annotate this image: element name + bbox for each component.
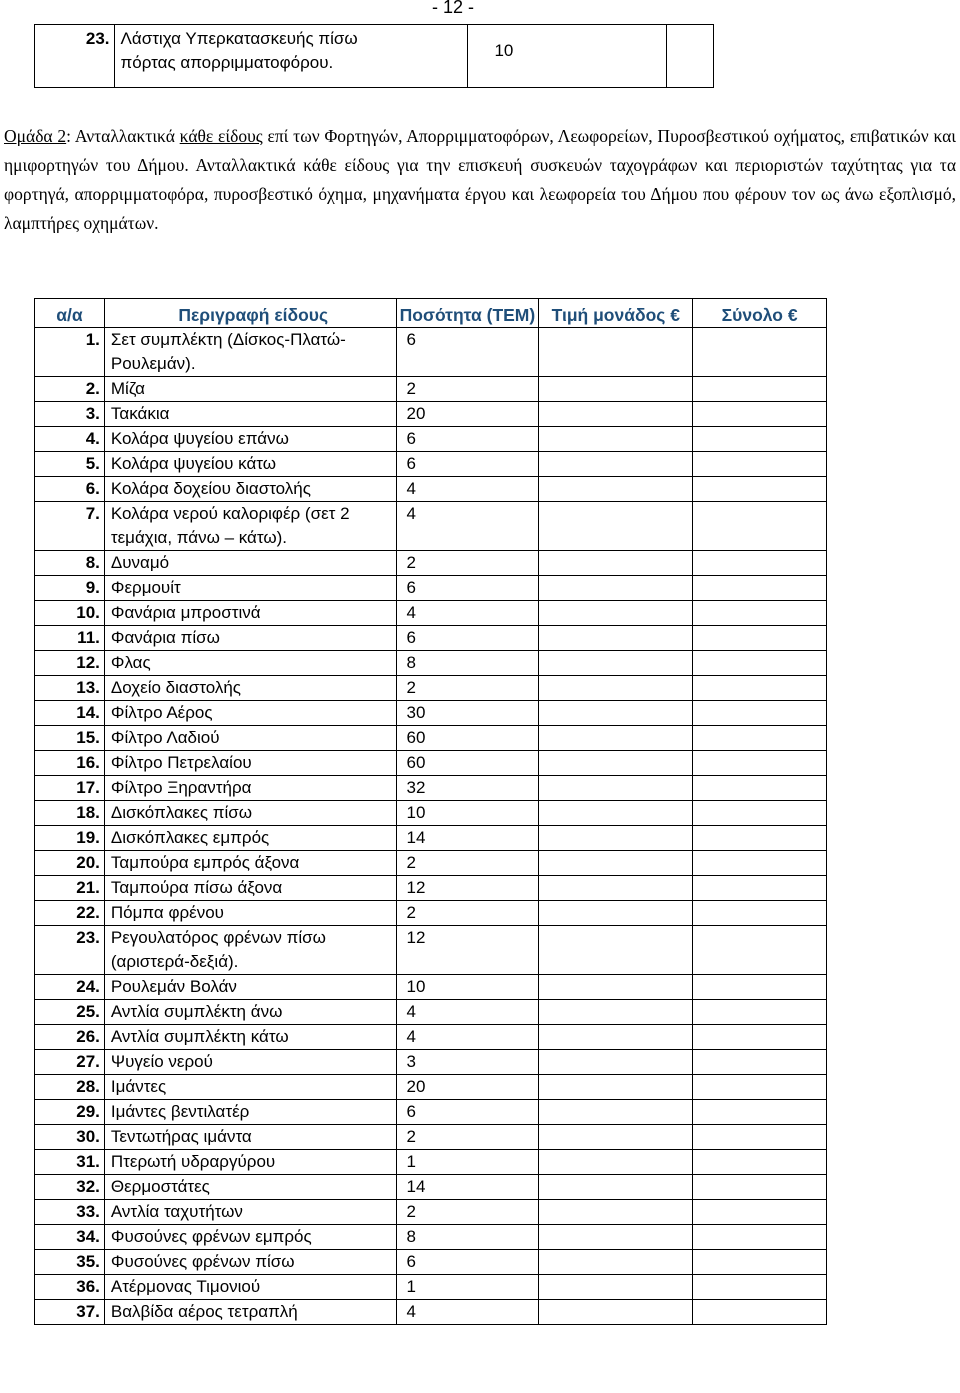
table-row xyxy=(35,601,827,626)
item-description: Φανάρια πίσω xyxy=(104,626,396,651)
item-description: Θερμοστάτες xyxy=(104,1175,396,1200)
item-unit-price xyxy=(539,601,693,626)
header-quantity: Ποσότητα (ΤΕΜ) xyxy=(396,299,539,328)
table-row xyxy=(35,1100,827,1125)
item-total xyxy=(693,626,827,651)
group-colon: : xyxy=(66,126,72,146)
item-unit-price xyxy=(539,328,693,377)
table-row xyxy=(35,876,827,901)
table-row xyxy=(35,851,827,876)
item-description: Τεντωτήρας ιμάντα xyxy=(104,1125,396,1150)
table-row xyxy=(35,25,714,88)
item-unit-price xyxy=(539,1125,693,1150)
table-row xyxy=(35,477,827,502)
item-description: Αντλία συμπλέκτη κάτω xyxy=(104,1025,396,1050)
item-total xyxy=(693,1300,827,1325)
table-row xyxy=(35,1025,827,1050)
item-quantity: 2 xyxy=(396,551,539,576)
item-total xyxy=(693,776,827,801)
group-title: Ομάδα 2 xyxy=(4,126,67,146)
table-row xyxy=(35,826,827,851)
item-description: Αντλία συμπλέκτη άνω xyxy=(104,1000,396,1025)
item-total xyxy=(693,701,827,726)
item-quantity: 12 xyxy=(396,926,539,975)
item-total xyxy=(693,1125,827,1150)
item-number: 26. xyxy=(35,1025,105,1050)
item-unit-price xyxy=(539,452,693,477)
item-description: Φανάρια μπροστινά xyxy=(104,601,396,626)
item-number: 23. xyxy=(35,926,105,975)
item-total xyxy=(693,676,827,701)
item-unit-price xyxy=(539,926,693,975)
item-total xyxy=(693,1150,827,1175)
item-description: Πτερωτή υδραργύρου xyxy=(104,1150,396,1175)
item-quantity: 6 xyxy=(396,328,539,377)
item-number: 9. xyxy=(35,576,105,601)
item-quantity: 32 xyxy=(396,776,539,801)
page-number: - 12 - xyxy=(432,0,475,17)
item-total xyxy=(693,926,827,975)
item-total xyxy=(693,477,827,502)
item-number: 12. xyxy=(35,651,105,676)
item-unit-price xyxy=(539,427,693,452)
previous-items-table xyxy=(34,24,714,88)
item-unit-price xyxy=(539,651,693,676)
table-row xyxy=(35,576,827,601)
item-quantity: 10 xyxy=(396,975,539,1000)
item-quantity: 60 xyxy=(396,751,539,776)
item-total xyxy=(693,452,827,477)
table-row xyxy=(35,651,827,676)
item-quantity: 6 xyxy=(396,1100,539,1125)
item-quantity: 4 xyxy=(396,601,539,626)
item-quantity: 2 xyxy=(396,1200,539,1225)
item-number: 8. xyxy=(35,551,105,576)
item-unit-price xyxy=(539,576,693,601)
item-number: 2. xyxy=(35,377,105,402)
item-unit-price xyxy=(539,377,693,402)
item-total xyxy=(693,1050,827,1075)
table-row xyxy=(35,402,827,427)
item-number: 19. xyxy=(35,826,105,851)
item-total xyxy=(693,1025,827,1050)
table-row xyxy=(35,1200,827,1225)
item-total xyxy=(693,402,827,427)
table-row xyxy=(35,1125,827,1150)
table-row xyxy=(35,626,827,651)
empty-cell xyxy=(666,25,713,88)
table-row xyxy=(35,975,827,1000)
item-quantity: 10 xyxy=(468,25,666,88)
item-total xyxy=(693,1000,827,1025)
item-total xyxy=(693,826,827,851)
item-quantity: 4 xyxy=(396,1025,539,1050)
item-description: Βαλβίδα αέρος τετραπλή xyxy=(104,1300,396,1325)
item-unit-price xyxy=(539,701,693,726)
item-total xyxy=(693,876,827,901)
item-number: 22. xyxy=(35,901,105,926)
item-quantity: 6 xyxy=(396,1250,539,1275)
item-unit-price xyxy=(539,402,693,427)
item-quantity: 8 xyxy=(396,1225,539,1250)
item-description: Κολάρα ψυγείου επάνω xyxy=(104,427,396,452)
item-unit-price xyxy=(539,726,693,751)
table-header-row xyxy=(35,299,827,328)
item-quantity: 4 xyxy=(396,502,539,551)
item-quantity: 6 xyxy=(396,427,539,452)
item-description: Κολάρα δοχείου διαστολής xyxy=(104,477,396,502)
table-row xyxy=(35,1075,827,1100)
item-number: 23. xyxy=(35,25,115,88)
table-row xyxy=(35,1050,827,1075)
item-quantity: 6 xyxy=(396,576,539,601)
item-number: 1. xyxy=(35,328,105,377)
item-total xyxy=(693,1100,827,1125)
item-number: 5. xyxy=(35,452,105,477)
item-number: 4. xyxy=(35,427,105,452)
item-number: 18. xyxy=(35,801,105,826)
item-quantity: 1 xyxy=(396,1150,539,1175)
item-description: Ταμπούρα εμπρός άξονα xyxy=(104,851,396,876)
table-row xyxy=(35,1175,827,1200)
item-unit-price xyxy=(539,1075,693,1100)
item-unit-price xyxy=(539,1250,693,1275)
item-number: 31. xyxy=(35,1150,105,1175)
items-table-body xyxy=(35,328,827,1325)
item-quantity: 12 xyxy=(396,876,539,901)
item-total xyxy=(693,1075,827,1100)
table-row xyxy=(35,1000,827,1025)
item-unit-price xyxy=(539,1300,693,1325)
item-description: Φερμουίτ xyxy=(104,576,396,601)
item-description: Δισκόπλακες πίσω xyxy=(104,801,396,826)
item-quantity: 2 xyxy=(396,676,539,701)
item-number: 32. xyxy=(35,1175,105,1200)
item-quantity: 6 xyxy=(396,452,539,477)
item-number: 24. xyxy=(35,975,105,1000)
item-description: Δυναμό xyxy=(104,551,396,576)
item-number: 29. xyxy=(35,1100,105,1125)
item-number: 37. xyxy=(35,1300,105,1325)
item-number: 6. xyxy=(35,477,105,502)
item-description: Φίλτρο Αέρος xyxy=(104,701,396,726)
item-number: 17. xyxy=(35,776,105,801)
table-row xyxy=(35,427,827,452)
intro-text: επί των Φορτηγών, Απορριμματοφόρων, Λεωφορείων, Πυροσβεστικού οχήματος, επιβατικών και ημιφορτηγών του Δήμου. Ανταλλακτικά κάθε είδους για την επισκευή συσκευών ταχογράφων και περιοριστών ταχύτητας για τα φορτηγά, απορριμματοφόρα, πυροσβεστικό όχημα, μηχανήματα έργου και λεωφορεία του Δήμου που φέρουν τον ως άνω εξοπλισμό, λαμπτήρες οχημάτων. xyxy=(4,126,956,233)
item-description: Κολάρα νερού καλοριφέρ (σετ 2 τεμάχια, πάνω – κάτω). xyxy=(104,502,396,551)
item-description: Ρεγουλατόρος φρένων πίσω (αριστερά-δεξιά). xyxy=(104,926,396,975)
item-unit-price xyxy=(539,901,693,926)
item-unit-price xyxy=(539,801,693,826)
item-description: Φίλτρο Λαδιού xyxy=(104,726,396,751)
item-unit-price xyxy=(539,1150,693,1175)
table-row xyxy=(35,1300,827,1325)
item-number: 35. xyxy=(35,1250,105,1275)
item-unit-price xyxy=(539,1000,693,1025)
item-number: 7. xyxy=(35,502,105,551)
table-row xyxy=(35,726,827,751)
item-description: Ρουλεμάν Βολάν xyxy=(104,975,396,1000)
item-quantity: 8 xyxy=(396,651,539,676)
item-quantity: 30 xyxy=(396,701,539,726)
table-row xyxy=(35,377,827,402)
item-description: Δισκόπλακες εμπρός xyxy=(104,826,396,851)
table-row xyxy=(35,801,827,826)
item-description: Φίλτρο Ξηραντήρα xyxy=(104,776,396,801)
item-number: 15. xyxy=(35,726,105,751)
item-total xyxy=(693,851,827,876)
item-number: 11. xyxy=(35,626,105,651)
item-number: 36. xyxy=(35,1275,105,1300)
item-unit-price xyxy=(539,1200,693,1225)
intro-underlined: κάθε είδους xyxy=(179,126,263,146)
item-unit-price xyxy=(539,851,693,876)
item-unit-price xyxy=(539,776,693,801)
item-number: 3. xyxy=(35,402,105,427)
item-total xyxy=(693,551,827,576)
item-unit-price xyxy=(539,876,693,901)
item-unit-price xyxy=(539,551,693,576)
item-unit-price xyxy=(539,1175,693,1200)
item-description-line: Λάστιχα Υπερκατασκευής πίσω xyxy=(120,29,358,48)
item-unit-price xyxy=(539,1225,693,1250)
item-quantity: 4 xyxy=(396,477,539,502)
item-total xyxy=(693,576,827,601)
item-quantity: 14 xyxy=(396,1175,539,1200)
table-row xyxy=(35,1250,827,1275)
intro-text: Ανταλλακτικά xyxy=(71,126,180,146)
item-quantity: 4 xyxy=(396,1300,539,1325)
item-number: 10. xyxy=(35,601,105,626)
header-description: Περιγραφή είδους xyxy=(104,299,396,328)
item-unit-price xyxy=(539,1050,693,1075)
item-unit-price xyxy=(539,477,693,502)
item-quantity: 3 xyxy=(396,1050,539,1075)
item-quantity: 2 xyxy=(396,851,539,876)
item-unit-price xyxy=(539,676,693,701)
item-description: Τακάκια xyxy=(104,402,396,427)
item-description: Φλας xyxy=(104,651,396,676)
item-description: Ατέρμονας Τιμονιού xyxy=(104,1275,396,1300)
table-row xyxy=(35,926,827,975)
group-description xyxy=(4,122,956,238)
item-number: 13. xyxy=(35,676,105,701)
item-description: Ψυγείο νερού xyxy=(104,1050,396,1075)
item-quantity: 2 xyxy=(396,377,539,402)
item-number: 25. xyxy=(35,1000,105,1025)
item-quantity: 20 xyxy=(396,402,539,427)
item-description: Αντλία ταχυτήτων xyxy=(104,1200,396,1225)
table-row xyxy=(35,776,827,801)
item-quantity: 6 xyxy=(396,626,539,651)
item-number: 34. xyxy=(35,1225,105,1250)
header-unit-price: Τιμή μονάδος € xyxy=(539,299,693,328)
item-total xyxy=(693,751,827,776)
item-description: Φυσούνες φρένων πίσω xyxy=(104,1250,396,1275)
item-total xyxy=(693,975,827,1000)
item-quantity: 14 xyxy=(396,826,539,851)
item-total xyxy=(693,328,827,377)
item-description: Κολάρα ψυγείου κάτω xyxy=(104,452,396,477)
item-number: 30. xyxy=(35,1125,105,1150)
item-description: Φυσούνες φρένων εμπρός xyxy=(104,1225,396,1250)
item-number: 21. xyxy=(35,876,105,901)
item-total xyxy=(693,377,827,402)
item-unit-price xyxy=(539,826,693,851)
item-description xyxy=(114,25,468,88)
item-total xyxy=(693,1250,827,1275)
item-quantity: 10 xyxy=(396,801,539,826)
item-number: 33. xyxy=(35,1200,105,1225)
item-total xyxy=(693,1275,827,1300)
item-unit-price xyxy=(539,975,693,1000)
item-number: 14. xyxy=(35,701,105,726)
item-quantity: 60 xyxy=(396,726,539,751)
item-total xyxy=(693,801,827,826)
table-row xyxy=(35,551,827,576)
item-quantity: 20 xyxy=(396,1075,539,1100)
item-total xyxy=(693,502,827,551)
item-unit-price xyxy=(539,626,693,651)
item-description: Φίλτρο Πετρελαίου xyxy=(104,751,396,776)
item-total xyxy=(693,1200,827,1225)
items-table xyxy=(34,298,827,1325)
item-description: Ταμπούρα πίσω άξονα xyxy=(104,876,396,901)
item-total xyxy=(693,1225,827,1250)
table-row xyxy=(35,1225,827,1250)
item-total xyxy=(693,901,827,926)
table-row xyxy=(35,751,827,776)
table-row xyxy=(35,328,827,377)
item-total xyxy=(693,1175,827,1200)
item-quantity: 2 xyxy=(396,901,539,926)
item-description: Μίζα xyxy=(104,377,396,402)
table-row xyxy=(35,701,827,726)
item-description: Σετ συμπλέκτη (Δίσκος-Πλατώ-Ρουλεμάν). xyxy=(104,328,396,377)
table-row xyxy=(35,1275,827,1300)
item-number: 16. xyxy=(35,751,105,776)
item-quantity: 4 xyxy=(396,1000,539,1025)
table-row xyxy=(35,901,827,926)
item-number: 20. xyxy=(35,851,105,876)
table-row xyxy=(35,676,827,701)
item-total xyxy=(693,427,827,452)
item-quantity: 1 xyxy=(396,1275,539,1300)
item-unit-price xyxy=(539,502,693,551)
item-description-line: πόρτας απορριμματοφόρου. xyxy=(120,53,334,72)
item-description: Πόμπα φρένου xyxy=(104,901,396,926)
item-unit-price xyxy=(539,1025,693,1050)
item-number: 28. xyxy=(35,1075,105,1100)
table-row xyxy=(35,502,827,551)
item-total xyxy=(693,651,827,676)
item-description: Ιμάντες βεντιλατέρ xyxy=(104,1100,396,1125)
table-row xyxy=(35,1150,827,1175)
header-total: Σύνολο € xyxy=(693,299,827,328)
item-total xyxy=(693,601,827,626)
table-row xyxy=(35,452,827,477)
item-description: Ιμάντες xyxy=(104,1075,396,1100)
item-description: Δοχείο διαστολής xyxy=(104,676,396,701)
item-total xyxy=(693,726,827,751)
item-unit-price xyxy=(539,751,693,776)
item-unit-price xyxy=(539,1100,693,1125)
header-aa: α/α xyxy=(35,299,105,328)
item-unit-price xyxy=(539,1275,693,1300)
item-number: 27. xyxy=(35,1050,105,1075)
item-quantity: 2 xyxy=(396,1125,539,1150)
